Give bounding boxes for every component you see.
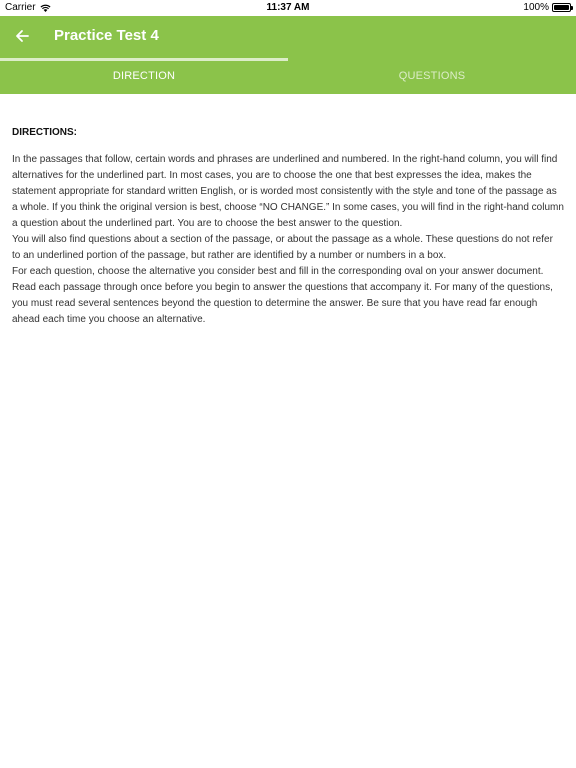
tab-direction[interactable]: DIRECTION bbox=[0, 58, 288, 94]
arrow-left-icon bbox=[15, 29, 29, 43]
app-bar bbox=[0, 16, 576, 58]
battery-icon bbox=[552, 3, 571, 12]
status-bar bbox=[0, 0, 576, 16]
directions-heading: DIRECTIONS: bbox=[12, 127, 77, 138]
directions-paragraph-1: In the passages that follow, certain words and phrases are underlined and numbered. In the right-hand column, you will find alternatives for the underlined part. In most cases, you are to choose the one that best expresses the idea, makes the statement appropriate for standard written English, or is worded most consistently with the style and tone of the passage as a whole. If you think the original version is best, choose “NO CHANGE.” In some cases, you will find in the right-hand column a question about the underlined part. You are to choose the best answer to the question. bbox=[12, 154, 564, 229]
tab-bar bbox=[0, 58, 576, 94]
directions-paragraph-3: For each question, choose the alternative you consider best and fill in the corresponding oval on your answer document. Read each passage through once before you begin to answer the questions that accompany it. For many of the questions, you must read several sentences beyond the question to determine the answer. Be sure that you have read far enough ahead each time you choose an alternative. bbox=[12, 266, 553, 325]
page-title: Practice Test 4 bbox=[54, 27, 159, 44]
directions-paragraph-2: You will also find questions about a section of the passage, or about the passage as a whole. These questions do not refer to an underlined portion of the passage, but rather are identified by a number or numbers in a box. bbox=[12, 234, 553, 261]
back-button[interactable] bbox=[8, 22, 36, 50]
tab-questions[interactable]: QUESTIONS bbox=[398, 70, 466, 82]
directions-content bbox=[0, 94, 576, 328]
status-time: 11:37 AM bbox=[266, 2, 310, 13]
battery-percent: 100% bbox=[523, 2, 549, 13]
status-right bbox=[523, 2, 571, 13]
carrier-label: Carrier bbox=[5, 2, 36, 13]
